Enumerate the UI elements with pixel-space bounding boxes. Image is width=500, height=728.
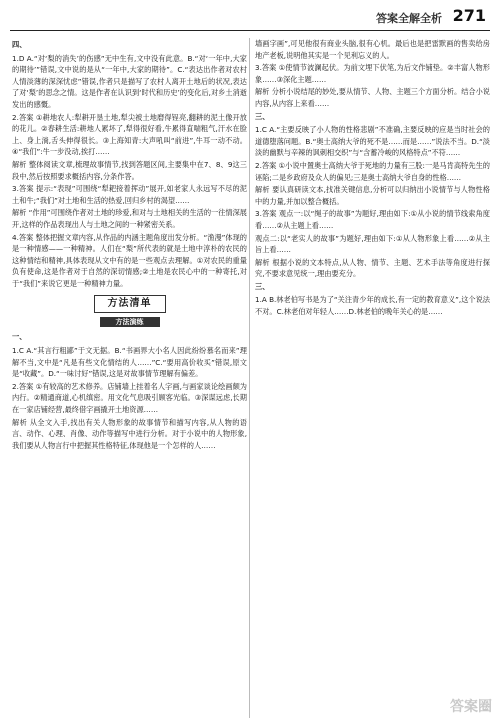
answer-paragraph: 4.答案 整体把握文章内容,从作品的内涵主题角度出发分析。“渔漫”体现的是一种情感——一种精神。人们在“梨”所代表的就是土地中淳朴的农民的这种情结和精神,具体表现从文中有的是一些观点去理解。①对农民的重量负有使命,这是作者对于自然的深切情感;②土地是农民心中的一种寄托,对于“我们”来说它更是一种精神力量。: [12, 232, 247, 288]
answer-paragraph: 3.答案 提示:“表现”可围绕“犁耙接着挥动”展开,如老家人永远写不尽的泥土和牛;“我们”对土地和生活的热爱,回归乡村的渴望……: [12, 184, 247, 205]
section-heading: 三、: [255, 111, 270, 121]
answer-paragraph: 解析 分析小说结尾的妙处,要从情节、人物、主题三个方面分析。结合小说内容,从内容上来看……: [255, 87, 490, 108]
left-column: [12, 38, 247, 452]
section-heading: 四、: [12, 40, 27, 49]
header-rule: [10, 30, 490, 31]
section-heading: 一、: [12, 332, 27, 342]
section-heading: 三、: [255, 281, 270, 291]
answer-paragraph: 2.答案 ①耕地农人:犁耕开垦土地,犁尖被土地磨得锃亮,翻耕的泥土像开放的花儿。②春耕生活:耕地人累坏了,犁得很好看,牛累得直喘粗气,汗水在脸上、身上淌,舌头伸得很长。③上海知青:大声吼叫“前进”,牛耳一动不动。④“我们”:牛一步没动,挨打……: [12, 112, 247, 157]
answer-paragraph: 1.C A.“主要反映了小人物的性格悲剧”不准确,主要反映的应是当时社会的道德堕落问题。B.“奥士高纳大爷的死不是……而是……”说法不当。D.“淡淡的幽默与辛辣的讽刺相交织”与“含蓄冷峻的风格特点”不符……: [255, 125, 490, 158]
answer-paragraph: 解析 要认真研读文本,找准关键信息,分析可以归纳出小说情节与人物性格中的力量,并加以整合概括。: [255, 185, 490, 206]
answer-paragraph: 解析 根据小说的文本特点,从人物、情节、主题、艺术手法等角度进行探究,不要求意见统一,理由要充分。: [255, 257, 490, 279]
answer-paragraph: 1.D A.“对‘梨的消失’的伤感”无中生有,文中没有此意。B.“对‘一年中,大家的期待’”错误,文中说的是从“一年中,大家的期待”。C.“表达出作者对农村人情淡薄的深深忧虑”错误,作者只是描写了农村人离开土地后的状况,表达了对‘梨’的思念之情。这是作者在认识到‘时代和历史’的变化后,对乡土消逝发出的感慨。: [12, 53, 247, 109]
answer-paragraph: 墙画字画”,可见他很有商业头脑,很有心机。最后也是把雷默画的售卖给房地产老板,说明他其实是一个见利忘义的人。: [255, 39, 490, 60]
answer-paragraph: 1.A B.林老伯写书是为了“关注青少年的成长,有一定的教育意义”,这个说法不对。C.林老伯对年轻人……D.林老伯的晚年关心的是……: [255, 295, 490, 317]
column-divider: [249, 38, 250, 718]
page-number: 271: [452, 6, 486, 25]
section-banner: 方法清单: [94, 295, 166, 313]
right-column: [255, 38, 490, 319]
answer-paragraph: 2.答案 ①小说中置奥士高纳大爷于死地的力量有三股:一是马肯高特先生的诬陷;二是乡政府及众人的偏见;三是奥士高纳大爷自身的性格……: [255, 160, 490, 182]
header-tag: 答案全解全析: [376, 12, 442, 25]
watermark-logo: 答案圈: [450, 699, 492, 715]
answer-paragraph: 1.C A.“其言行粗鄙”于文无据。B.“书画界大小名人因此纷纷慕名而来”理解不当,文中是“凡是有些文化情结的人……”C.“要用高价收买”错误,原文是“收藏”。D.“一味讨好”错误,这是对故事情节理解有偏差。: [12, 346, 247, 379]
answer-paragraph: 解析 整体阅读文章,梳理故事情节,找到答题区间,主要集中在7、8、9这三段中,然后按照要求概括内容,分条作答。: [12, 159, 247, 181]
answer-paragraph: 解析 从全文入手,找出有关人物形象的故事情节和描写内容,从人物的语言、动作、心理、肖像、动作等描写中进行分析。对于小说中的人物形象,我们要从人物言行中把握其性格特征,体现他是一个怎样的人……: [12, 417, 247, 450]
answer-paragraph: 解析 “作用”可围绕作者对土地的珍爱,和对与土地相关的生活的一往情深展开,这样的作品表现出人与土地之间的一种紧密关系。: [12, 208, 247, 229]
page-header: [0, 0, 500, 34]
answer-paragraph: 3.答案 观点一:以“绳子的故事”为题好,理由如下:①从小说的情节线索角度看……②从主题上看……: [255, 209, 490, 230]
section-subbanner: 方法演练: [100, 317, 160, 327]
answer-paragraph: 观点二:以“老实人的故事”为题好,理由如下:①从人物形象上看……②从主旨上看……: [255, 233, 490, 255]
answer-paragraph: 2.答案 ①有较高的艺术修养。店铺墙上挂着名人字画,与画家谈论绘画颇为内行。②精通商道,心机缜密。用文化气息吸引顾客光临。③深谋远虑,长期在一家店铺经营,最终借字画撬开土地资源……: [12, 381, 247, 415]
answer-paragraph: 3.答案 ①使情节波澜起伏。为前文埋下伏笔,为后文作铺垫。②丰富人物形象……③深化主题……: [255, 63, 490, 84]
